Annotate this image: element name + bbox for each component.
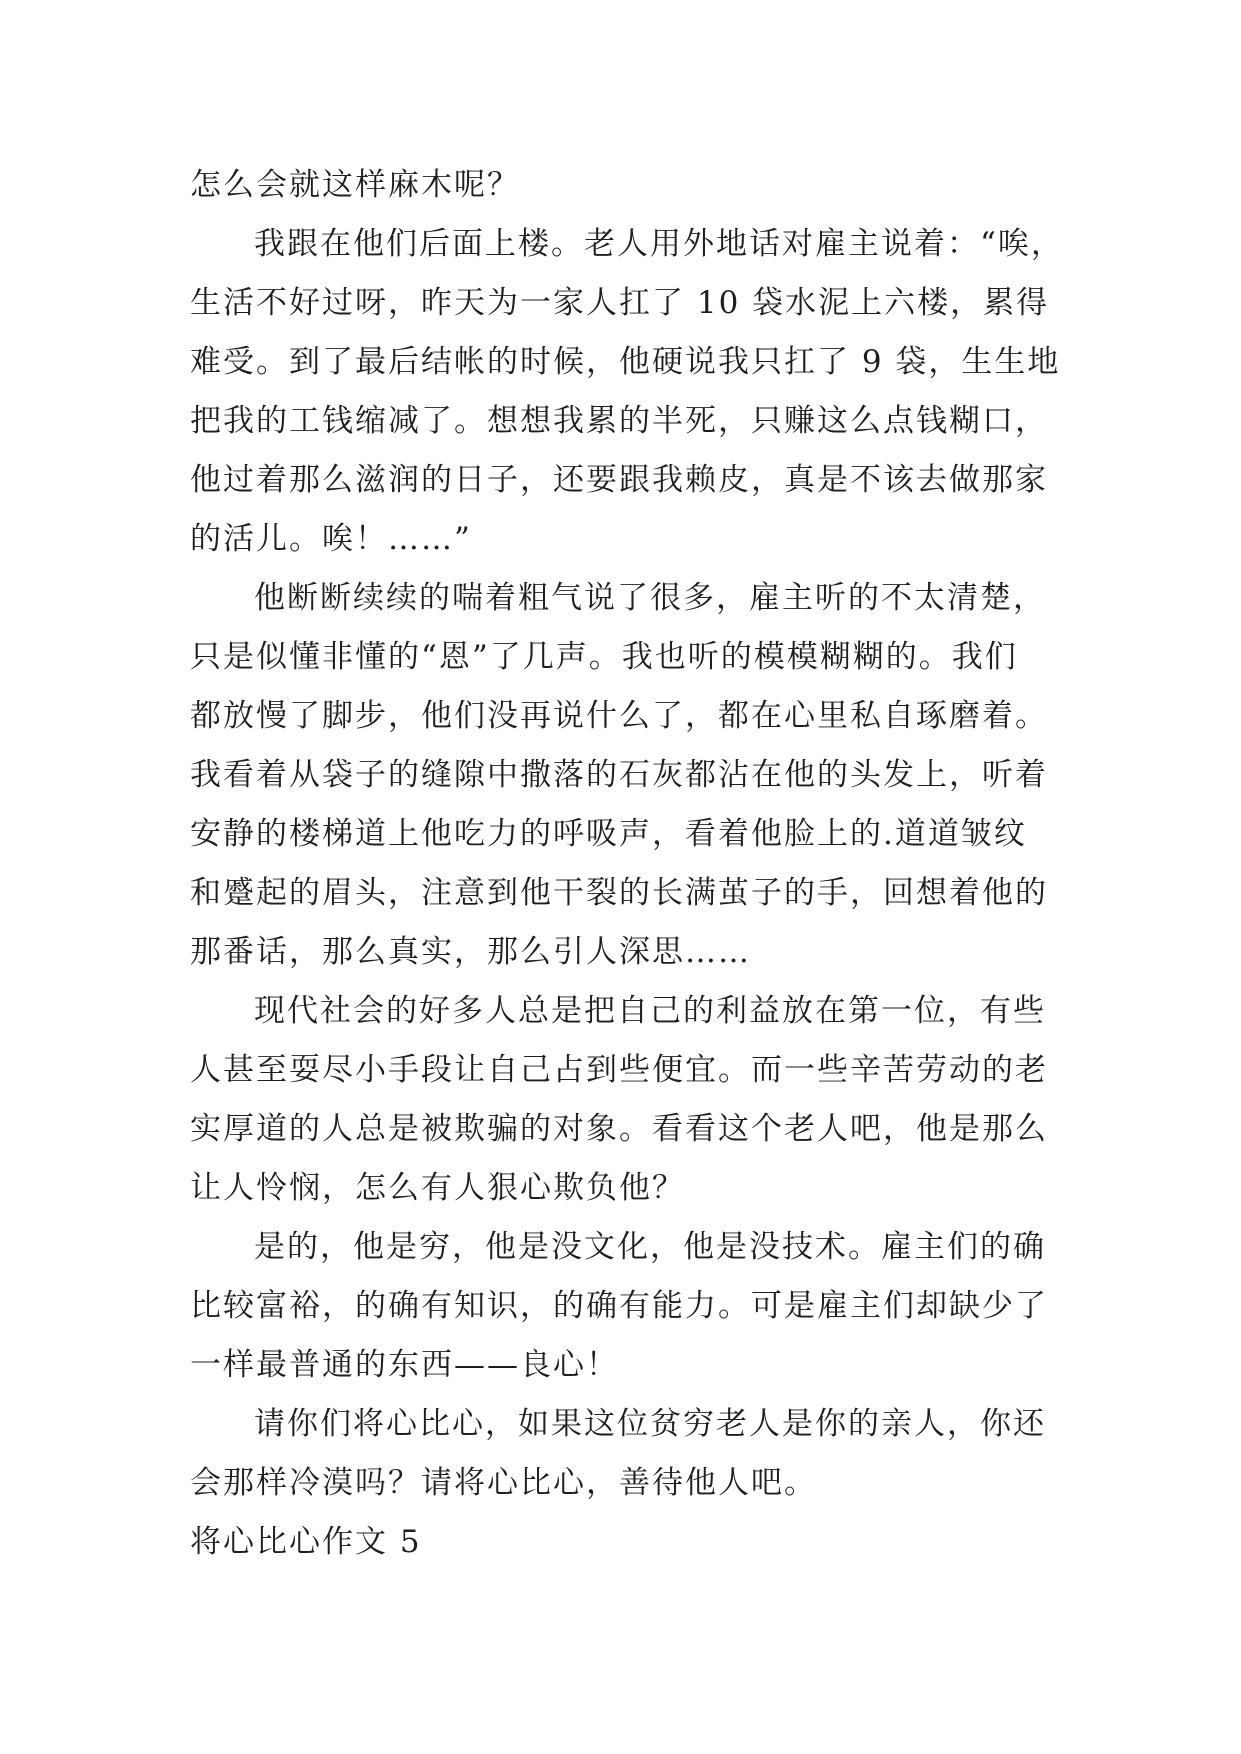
- text-line: 难受。到了最后结帐的时候，他硬说我只扛了 9 袋，生生地: [190, 344, 1061, 380]
- text-line: 怎么会就这样麻木呢？: [190, 167, 520, 203]
- text-line: 只是似懂非懂的“恩”了几声。我也听的模模糊糊的。我们: [190, 639, 1018, 675]
- text-line: 他断断续续的喘着粗气说了很多，雇主听的不太清楚，: [254, 580, 1046, 616]
- text-line: 比较富裕，的确有知识，的确有能力。可是雇主们却缺少了: [190, 1288, 1048, 1324]
- text-line: 的活儿。唉！……”: [190, 521, 472, 557]
- text-line: 那番话，那么真实，那么引人深思……: [190, 934, 751, 970]
- text-line: 一样最普通的东西——良心！: [190, 1347, 619, 1383]
- text-line: 把我的工钱缩减了。想想我累的半死，只赚这么点钱糊口，: [190, 403, 1048, 439]
- text-line: 请你们将心比心，如果这位贫穷老人是你的亲人，你还: [254, 1406, 1046, 1442]
- text-line: 我跟在他们后面上楼。老人用外地话对雇主说着：“唉，: [254, 226, 1064, 262]
- text-line: 是的，他是穷，他是没文化，他是没技术。雇主们的确: [254, 1229, 1046, 1265]
- text-line: 都放慢了脚步，他们没再说什么了，都在心里私自琢磨着。: [190, 698, 1048, 734]
- text-line: 他过着那么滋润的日子，还要跟我赖皮，真是不该去做那家: [190, 462, 1048, 498]
- text-line: 现代社会的好多人总是把自己的利益放在第一位，有些: [254, 993, 1046, 1029]
- text-line: 安静的楼梯道上他吃力的呼吸声，看着他脸上的.道道皱纹: [190, 816, 1027, 852]
- text-line: 和蹙起的眉头，注意到他干裂的长满茧子的手，回想着他的: [190, 875, 1048, 911]
- section-heading: 将心比心作文 5: [190, 1524, 422, 1560]
- text-line: 让人怜悯，怎么有人狠心欺负他？: [190, 1170, 685, 1206]
- text-line: 实厚道的人总是被欺骗的对象。看看这个老人吧，他是那么: [190, 1111, 1048, 1147]
- text-line: 人甚至耍尽小手段让自己占到些便宜。而一些辛苦劳动的老: [190, 1052, 1048, 1088]
- text-line: 会那样冷漠吗？请将心比心，善待他人吧。: [190, 1465, 817, 1501]
- body-text: [190, 156, 1070, 1572]
- text-line: 生活不好过呀，昨天为一家人扛了 10 袋水泥上六楼，累得: [190, 285, 1050, 321]
- text-line: 我看着从袋子的缝隙中撒落的石灰都沾在他的头发上，听着: [190, 757, 1048, 793]
